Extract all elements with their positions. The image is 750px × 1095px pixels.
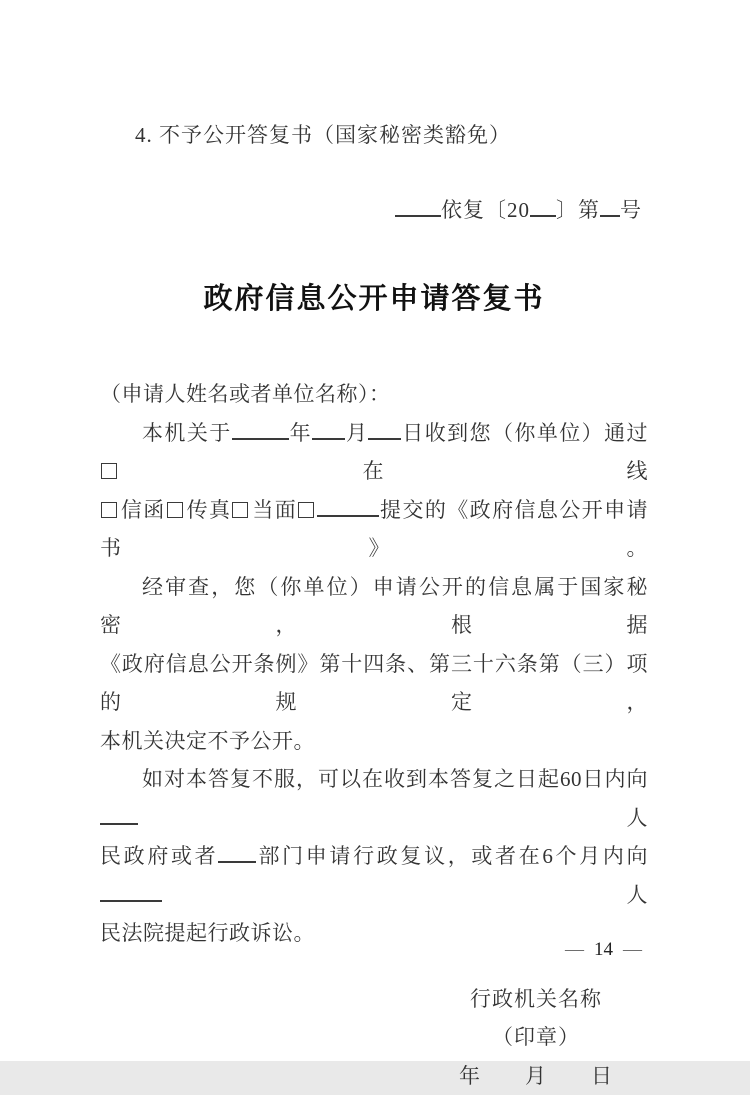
text-segment: 民政府或者 [100,844,218,868]
checkbox-online[interactable] [101,463,117,479]
body-line [100,491,648,568]
text-segment: 号 [620,198,642,222]
text-segment: 《政府信息公开条例》第十四条、第三十六条第（三）项的规定， [100,652,648,715]
checkbox-other[interactable] [298,502,314,518]
text-segment: 本机关于 [142,421,232,445]
blank-doc-serial[interactable] [600,198,620,217]
body-text [100,375,648,953]
text-segment: 当面 [251,498,297,522]
signature-seal-note: （印章） [424,1018,648,1057]
page-footer [565,938,642,962]
text-segment: （申请人姓名或者单位名称）： [100,382,391,406]
body-line [100,837,648,914]
signature-block [424,980,648,1095]
text-segment: 在线 [120,459,648,483]
text-segment: 民法院提起行政诉讼。 [100,921,315,945]
blank-year-suffix[interactable] [530,198,556,217]
body-line [100,645,648,722]
text-segment: 日收到您（你单位）通过 [401,421,648,445]
checkbox-letter[interactable] [101,502,117,518]
text-segment: 依复〔20 [441,198,530,222]
doc-number-line [100,197,642,223]
page-number: 14 [594,939,613,960]
text-segment: 人 [138,806,648,830]
text-segment: 部门申请行政复议，或者在6个月内向 [256,844,648,868]
signature-date-line: 年 月 日 [424,1057,648,1095]
checkbox-fax[interactable] [167,502,183,518]
body-line [100,760,648,837]
document-title: 政府信息公开申请答复书 [100,281,648,317]
blank-other-method[interactable] [317,498,379,517]
blank-day[interactable] [368,421,401,440]
checkbox-in-person[interactable] [232,502,248,518]
text-segment: 如对本答复不服，可以在收到本答复之日起60日内向 [142,767,648,791]
text-segment: 年 [289,421,312,445]
blank-review-department[interactable] [218,844,256,863]
section-heading: 4. 不予公开答复书（国家秘密类豁免） [100,0,648,148]
text-segment: 提交的《政府信息公开申请书》。 [100,498,648,561]
blank-month[interactable] [312,421,345,440]
text-segment: 经审查，您（你单位）申请公开的信息属于国家秘密，根据 [100,575,648,638]
body-line [100,414,648,491]
text-segment: 本机关决定不予公开。 [100,729,315,753]
text-segment: 人 [162,883,648,907]
footer-right-dash: — [623,939,642,960]
blank-year[interactable] [232,421,289,440]
text-segment: 信函 [120,498,166,522]
text-segment: 〕第 [556,198,600,222]
body-line [100,375,648,414]
body-line [100,568,648,645]
blank-agency-abbr[interactable] [395,198,441,217]
body-line [100,722,648,761]
text-segment: 月 [345,421,368,445]
text-segment: 传真 [186,498,232,522]
footer-left-dash: — [565,939,584,960]
blank-review-government[interactable] [100,806,138,825]
signature-agency-name: 行政机关名称 [424,980,648,1019]
blank-court[interactable] [100,883,162,902]
